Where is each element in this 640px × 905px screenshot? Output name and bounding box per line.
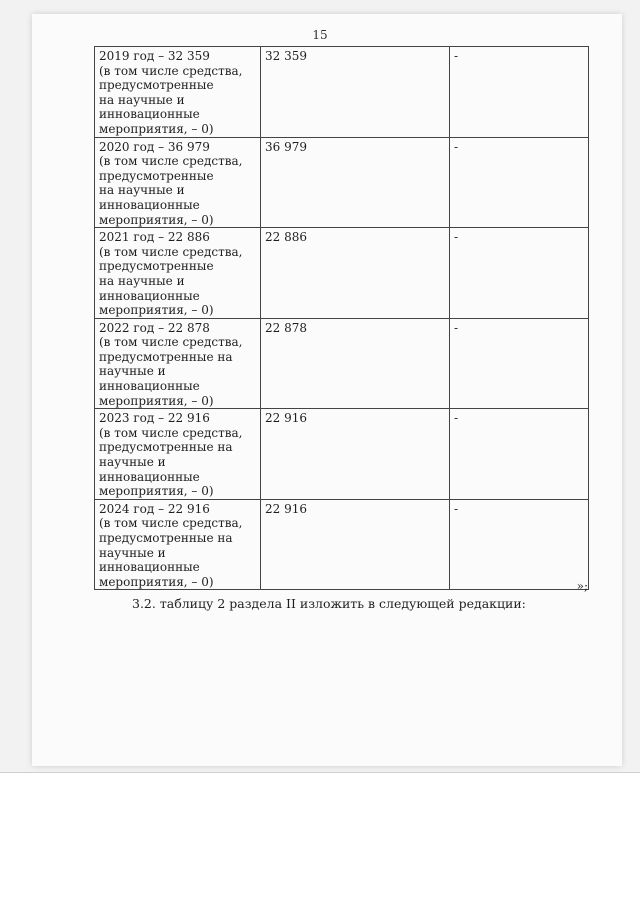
- funding-note: (в том числе средства, предусмотренные на научные и инновационные мероприятия, – 0): [99, 516, 243, 589]
- year-cell: [95, 318, 261, 409]
- total-cell: 32 359: [261, 47, 450, 138]
- total-cell: 22 886: [261, 228, 450, 319]
- year-amount: 2021 год – 22 886: [99, 230, 210, 245]
- year-cell: [95, 409, 261, 500]
- other-cell: -: [450, 499, 589, 590]
- other-cell: -: [450, 409, 589, 500]
- funding-note: (в том числе средства, предусмотренные на научные и инновационные мероприятия, – 0): [99, 154, 243, 227]
- year-cell: [95, 137, 261, 228]
- year-cell: [95, 228, 261, 319]
- table-row: [95, 499, 589, 590]
- year-cell: [95, 499, 261, 590]
- funding-table-body: [95, 47, 589, 590]
- table-row: [95, 137, 589, 228]
- funding-note: (в том числе средства, предусмотренные на научные и инновационные мероприятия, – 0): [99, 335, 243, 408]
- year-amount: 2019 год – 32 359: [99, 49, 210, 63]
- other-cell: -: [450, 137, 589, 228]
- table-row: [95, 409, 589, 500]
- other-cell: -: [450, 318, 589, 409]
- total-cell: 36 979: [261, 137, 450, 228]
- funding-note: (в том числе средства, предусмотренные на научные и инновационные мероприятия, – 0): [99, 63, 243, 136]
- funding-note: (в том числе средства, предусмотренные на научные и инновационные мероприятия, – 0): [99, 425, 243, 499]
- table-row: [95, 228, 589, 319]
- year-cell: [95, 47, 261, 138]
- year-amount: 2020 год – 36 979: [99, 139, 210, 154]
- page-number: 15: [312, 28, 328, 42]
- funding-table: [94, 46, 589, 590]
- table-row: [95, 318, 589, 409]
- closing-quote-mark: »;: [576, 579, 588, 593]
- other-cell: -: [450, 47, 589, 138]
- year-amount: 2024 год – 22 916: [99, 501, 210, 516]
- instruction-paragraph: 3.2. таблицу 2 раздела II изложить в следующей редакции:: [132, 596, 526, 611]
- year-amount: 2023 год – 22 916: [99, 411, 210, 426]
- total-cell: 22 878: [261, 318, 450, 409]
- table-row: [95, 47, 589, 138]
- funding-note: (в том числе средства, предусмотренные на научные и инновационные мероприятия, – 0): [99, 244, 243, 318]
- year-amount: 2022 год – 22 878: [99, 320, 210, 335]
- total-cell: 22 916: [261, 409, 450, 500]
- other-cell: -: [450, 228, 589, 319]
- total-cell: 22 916: [261, 499, 450, 590]
